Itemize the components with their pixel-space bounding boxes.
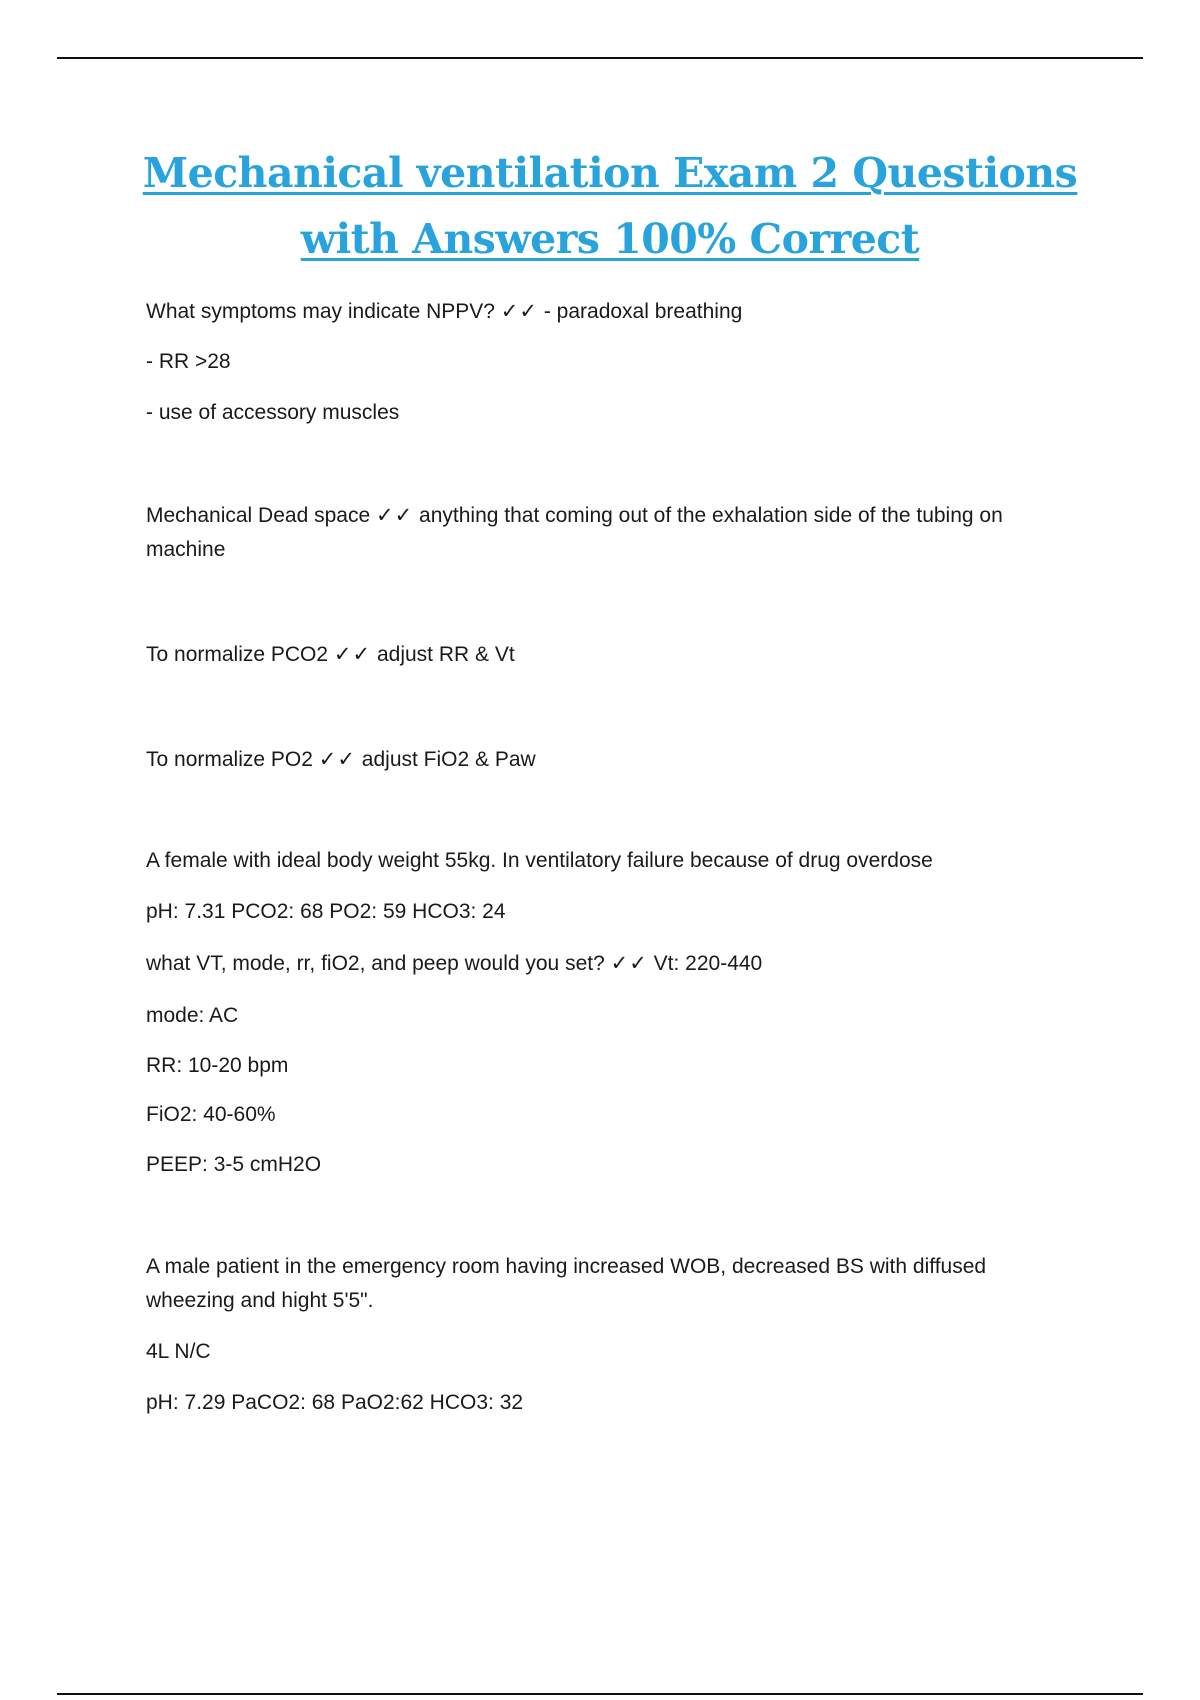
qa-line: To normalize PCO2 ✓✓ adjust RR & Vt [146, 643, 515, 666]
double-check-icon: ✓✓ [375, 504, 414, 527]
case-line: pH: 7.29 PaCO2: 68 PaO2:62 HCO3: 32 [146, 1391, 524, 1414]
case-line: 4L N/C [146, 1340, 211, 1363]
answer-line: - use of accessory muscles [146, 401, 400, 424]
answer-line: - RR >28 [146, 350, 231, 373]
qa-line: what VT, mode, rr, fiO2, and peep would you set? ✓✓ Vt: 220-440 [146, 952, 763, 975]
qa-line: What symptoms may indicate NPPV? ✓✓ - paradoxal breathing [146, 300, 743, 323]
double-check-icon: ✓✓ [610, 952, 648, 975]
case-line: pH: 7.31 PCO2: 68 PO2: 59 HCO3: 24 [146, 900, 506, 923]
qa-line: To normalize PO2 ✓✓ adjust FiO2 & Paw [146, 748, 536, 771]
double-check-icon: ✓✓ [500, 300, 538, 323]
case-line: A female with ideal body weight 55kg. In ventilatory failure because of drug overdose [146, 849, 933, 872]
document-title: Mechanical ventilation Exam 2 Questions with Answers 100% Correct [142, 149, 1078, 263]
answer-line: FiO2: 40-60% [146, 1103, 276, 1126]
double-check-icon: ✓✓ [333, 643, 372, 666]
answer-line: PEEP: 3-5 cmH2O [146, 1153, 322, 1176]
answer-line: mode: AC [146, 1004, 239, 1027]
qa-line: Mechanical Dead space ✓✓ anything that coming out of the exhalation side of the tubing on machine [146, 504, 1009, 561]
answer-line: RR: 10-20 bpm [146, 1054, 289, 1077]
top-rule [57, 57, 1143, 59]
bottom-rule [57, 1693, 1143, 1695]
case-line: A male patient in the emergency room having increased WOB, decreased BS with diffused wheezing and hight 5'5". [146, 1255, 992, 1312]
double-check-icon: ✓✓ [318, 748, 356, 771]
